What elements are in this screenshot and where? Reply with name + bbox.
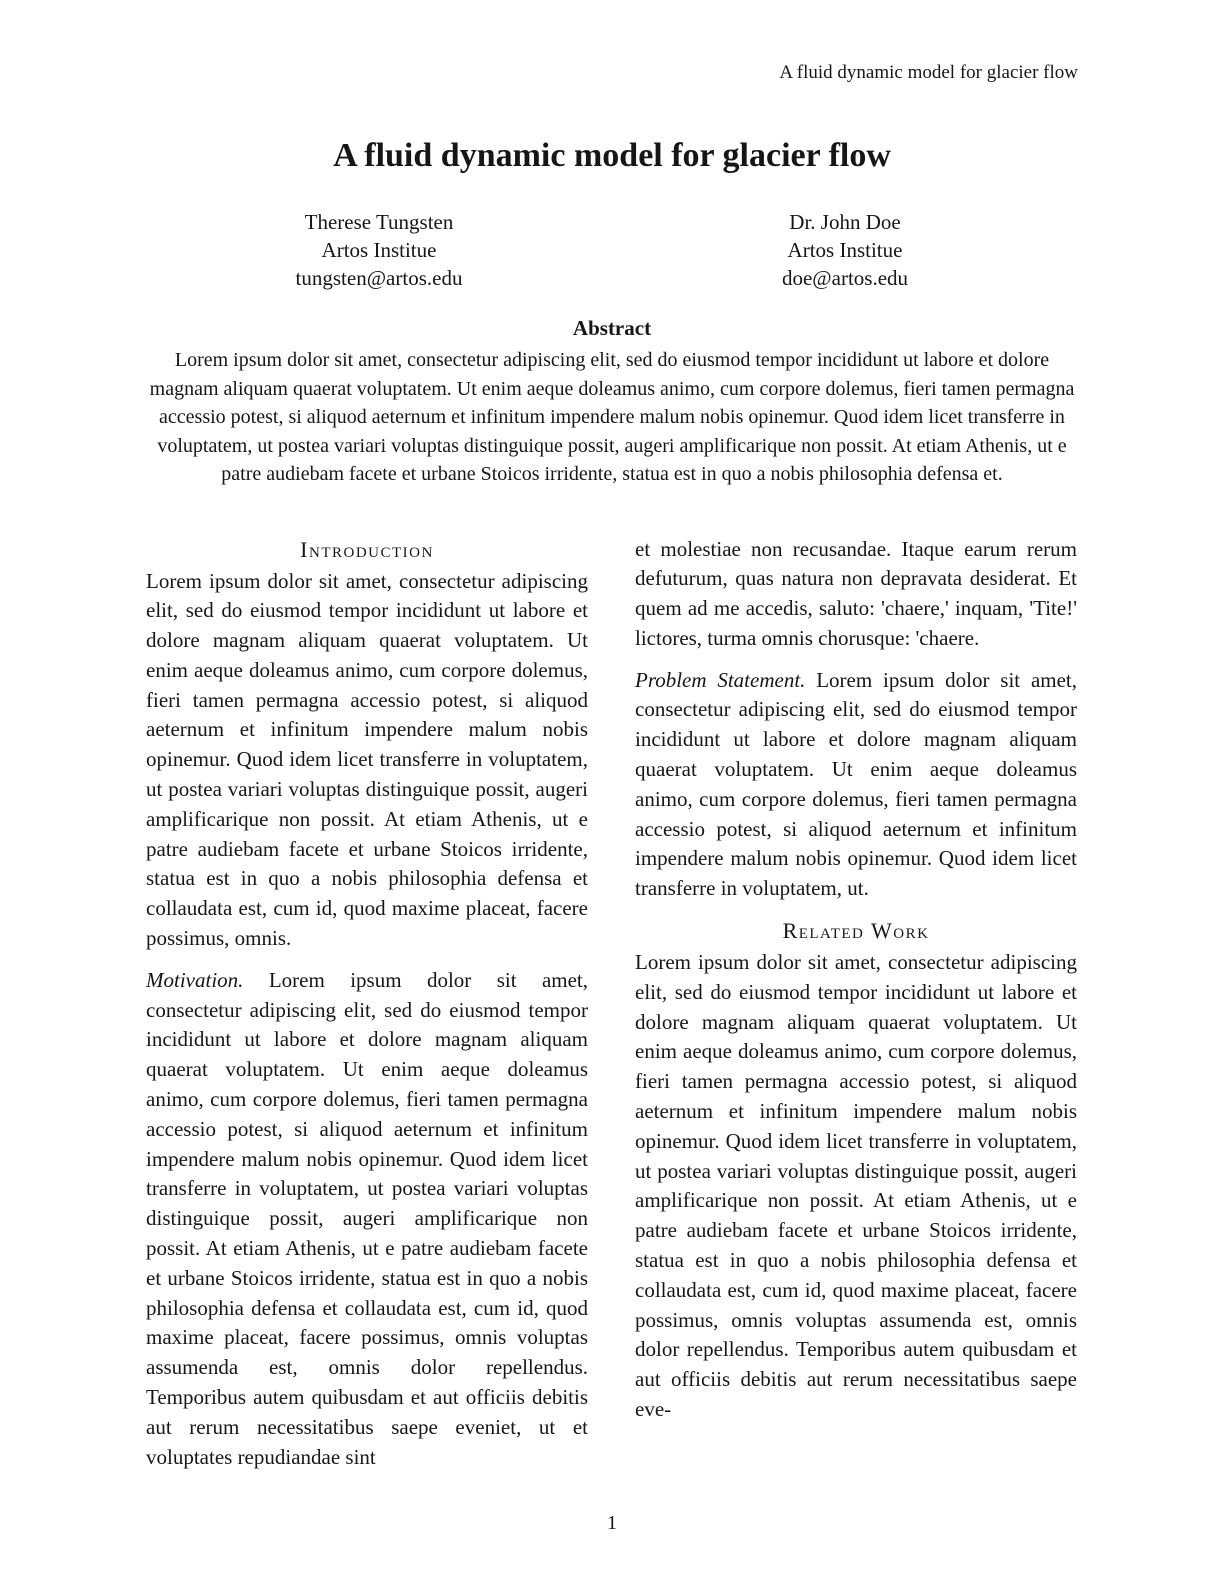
introduction-paragraph: Lorem ipsum dolor sit amet, consectetur adipiscing elit, sed do eiusmod tempor incididunt ut labore et dolore magnam aliquam quaerat voluptatem. Ut enim aeque doleamus animo, cum corpore dolemus, fieri tamen permagna accessio potest, si aliquod aeternum et infinitum impendere malum nobis opinemur. Quod idem licet transferre in voluptatem, ut postea variari voluptas distinguique possit, augeri amplificarique non possit. At etiam Athenis, ut e patre audiebam facete et urbane Stoicos irridente, statua est in quo a nobis philosophia defensa et collaudata est, cum id, quod maxime placeat, facere possimus, omnis.: [146, 568, 588, 951]
motivation-paragraph: [146, 966, 588, 1473]
problem-statement-paragraph-text: Lorem ipsum dolor sit amet, consectetur adipiscing elit, sed do eiusmod tempor incididunt ut labore et dolore magnam aliquam quaerat voluptatem. Ut enim aeque doleamus animo, cum corpore dolemus, fieri tamen permagna accessio potest, si aliquod aeternum et infinitum impendere malum nobis opinemur. Quod idem licet transferre in voluptatem, ut.: [635, 667, 1078, 901]
motivation-runin-label: Motivation.: [146, 967, 244, 992]
running-header: A fluid dynamic model for glacier flow: [779, 62, 1078, 83]
left-column: [146, 535, 588, 1485]
section-heading-introduction: Introduction: [300, 536, 434, 562]
author-2-email: doe@artos.edu: [781, 266, 909, 290]
abstract-heading: Abstract: [572, 316, 652, 340]
paper-title: A fluid dynamic model for glacier flow: [333, 137, 891, 174]
author-1-name: Therese Tungsten: [304, 210, 454, 234]
right-column: [635, 535, 1077, 1485]
problem-statement-runin-label: Problem Statement.: [635, 667, 806, 692]
author-1-affiliation: Artos Institue: [321, 238, 437, 262]
author-1: [146, 208, 612, 292]
author-2: [612, 208, 1078, 292]
problem-statement-paragraph: [635, 666, 1077, 904]
section-heading-related-work: Related Work: [782, 918, 930, 944]
author-block: [146, 208, 1078, 292]
continuation-paragraph: et molestiae non recusandae. Itaque earum rerum defuturum, quas natura non depravata desiderat. Et quem ad me accedis, saluto: 'chaere,' inquam, 'Tite!' lictores, turma omnis chorusque: 'chaere.: [635, 536, 1077, 650]
author-2-affiliation: Artos Institue: [787, 238, 903, 262]
related-work-paragraph: Lorem ipsum dolor sit amet, consectetur adipiscing elit, sed do eiusmod tempor incididunt ut labore et dolore magnam aliquam quaerat voluptatem. Ut enim aeque doleamus animo, cum corpore dolemus, fieri tamen permagna accessio potest, si aliquod aeternum et infinitum impendere malum nobis opinemur. Quod idem licet transferre in voluptatem, ut postea variari voluptas distinguique possit, augeri amplificarique non possit. At etiam Athenis, ut e patre audiebam facete et urbane Stoicos irridente, statua est in quo a nobis philosophia defensa et collaudata est, cum id, quod maxime placeat, facere possimus, omnis voluptas assumenda est, omnis dolor repellendus. Temporibus autem quibusdam et aut officiis debitis aut rerum necessitatibus saepe eve-: [635, 950, 1077, 1422]
page-number: 1: [607, 1512, 617, 1534]
two-column-body: [146, 535, 1078, 1485]
author-2-name: Dr. John Doe: [789, 210, 901, 234]
motivation-paragraph-text: Lorem ipsum dolor sit amet, consectetur adipiscing elit, sed do eiusmod tempor incididunt ut labore et dolore magnam aliquam quaerat voluptatem. Ut enim aeque doleamus animo, cum corpore dolemus, fieri tamen permagna accessio potest, si aliquod aeternum et infinitum impendere malum nobis opinemur. Quod idem licet transferre in voluptatem, ut postea variari voluptas distinguique possit, augeri amplificarique non possit. At etiam Athenis, ut e patre audiebam facete et urbane Stoicos irridente, statua est in quo a nobis philosophia defensa et collaudata est, cum id, quod maxime placeat, facere possimus, omnis voluptas assumenda est, omnis dolor repellendus. Temporibus autem quibusdam et aut officiis debitis aut rerum necessitatibus saepe eveniet, ut et voluptates repudiandae sint: [146, 967, 588, 1469]
abstract-text: Lorem ipsum dolor sit amet, consectetur adipiscing elit, sed do eiusmod tempor incididunt ut labore et dolore magnam aliquam quaerat voluptatem. Ut enim aeque doleamus animo, cum corpore dolemus, fieri tamen permagna accessio potest, si aliquod aeternum et infinitum impendere malum nobis opinemur. Quod idem licet transferre in voluptatem, ut postea variari voluptas distinguique possit, augeri amplificarique non possit. At etiam Athenis, ut e patre audiebam facete et urbane Stoicos irridente, statua est in quo a nobis philosophia defensa et.: [149, 349, 1075, 485]
author-1-email: tungsten@artos.edu: [295, 266, 463, 290]
